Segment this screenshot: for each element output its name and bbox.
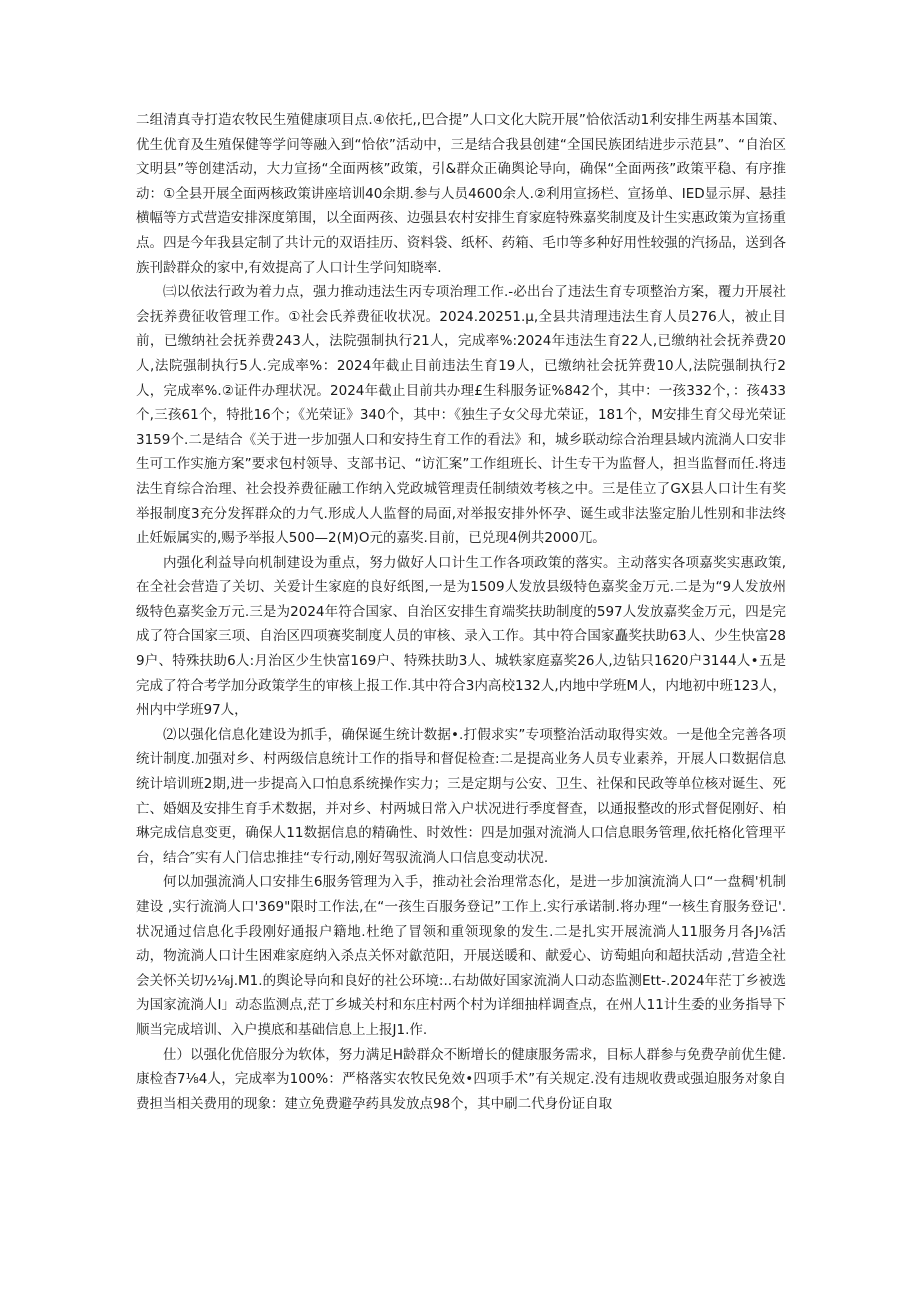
paragraph-6: 仕）以强化优倍服分为软体，努力满足H龄群众不断增长的健康服务需求，目标人群参与免费孕前优生健.康检杳7⅛4人，完成率为100%：严格落实农牧民免效•四项手术”有关规定.没有违规收费或强迫服务对象自费担当相关费用的现象：建立免费避孕药具发放点98个，其中刷二代身份证自取 — [136, 1046, 786, 1112]
paragraph-1: 二组清真寺打造农牧民生殖健康项目点.④依托,,巴合提”人口文化大院开展”恰依活动1利安排生两基本国策、优生优育及生殖保健等学问等融入到“恰依”活动中，三是结合我县创建“全国民族团结进步示范县”、“自治区文明县”等创建活动，大力宣扬“全面两核”政策，引&群众正确舆论导向，确保“全面两孩”政策平稳、有序推动：①全县开展全面两核政策讲座培训40余期.参与人员4600余人.②利用宣扬栏、宣扬单、IED显示屏、悬挂横幅等方式营造安排深度第围，以全面两孩、边强县农村安排生育家庭特殊嘉奖制度及计生实惠政策为宣扬重点。四是今年我县定制了共计元的双语挂历、资料袋、纸杯、药箱、毛巾等多种好用性较强的汽扬品，送到各族刊龄群众的家中,有效提高了人口计生学问知晓率. — [136, 112, 786, 276]
paragraph-2: ㈢以依法行政为着力点，强力推动违法生丙专项治理工作.-必出台了违法生育专项整治方案，覆力开展社会抚养费征收管理工作。①社会氏养费征收状况。2024.20251.μ,全县共清理违法生育人员276人，被止目前，已缴纳社会抚养费243人，法院强制执行21人，完成率%:2024年违法生育22人,已缴纳社会抚养费20人,法院强制执行5人.完成率%：2024年截止目前违法生育19人，已缴纳社会抚笄费10人,法院强制执行2人，完成率%.②证件办理状况。2024年截止目前共办理£生科服务证%842个，其中：一孩332个，：孩433个,三孩61个，特批16个；《光荣证》340个，其中：《独生子女父母尤荣证，181个，M安排生育父母光荣证3159个.二是结合《关于进一步加强人口和安持生育工作的看法》和，城乡联动综合治理县域内流淌人口安非生可工作实施方案”要求包村领导、支部书记、“访汇案”工作组班长、计生专干为监督人，担当监督而任.将违法生育综合治理、社会投养费征融工作纳入党政城管理责任制绩效考核之中。三是佳立了GX县人口计生有奖举报制度3充分发挥群众的力气.形成人人监督的局面,对举报安排外怀孕、诞生或非法鉴定胎儿性别和非法终止妊娠属实的,赐予举报人500—2(M)O元的嘉奖.目前，已兑现4例共2000兀。 — [136, 284, 786, 547]
paragraph-3: 内强化利益导向机制建设为重点，努力做好人口计生工作各项政策的落实。主动落实各项嘉奖实惠政策,在全社会营造了关切、关爱计生家庭的良好纸图,一是为1509人发放县级特色嘉奖金万元.二是为“9人发放州级特色嘉奖金万元.三是为2024年符合国家、自治区安排生育端奖扶助制度的597人发放嘉奖金万元，四是完成了符合国家三项、自治区四项赛奖制度人员的审核、录入工作。其中符合国家矗奖扶助63人、少生快富289户、特殊扶助6人:月治区少生快富169户、特殊扶助3人、城轶家庭嘉奖26人,边钻只1620户3144人•五是完成了符合考学加分政策学生的审核上报工作.其中符合3内高校132人,内地中学班M人，内地初中班123人，州内中学班97人， — [136, 554, 786, 719]
paragraph-4: ⑵以强化信息化建设为抓手，确保诞生统计数据•.打假求实”专项整治活动取得实效。一是他全完善各项统计制度.加强对乡、村两级信息统计工作的指导和督促检查:二是提高业务人员专业素养，开展人口数据信息统计培训班2期,进一步提高入口怕息系统操作实力；三是定期与公安、卫生、社保和民政等单位核对诞生、死亡、婚姻及安排生育手术数据，并对乡、村两城日常入户状况进行季度督查，以通报整改的形式督促刚好、柏琳完成信息变更，确保人11数据信息的精确性、时效性：四是加强对流淌人口信息眼务管理,依托格化管理平台，结合″实有人门信忠推挂“专行动,刚好驾驭流淌人口信息变动状况. — [136, 726, 786, 866]
paragraph-5: 何以加强流淌人口安排生6服务管理为入手，推动社会治理常态化，是进一步加演流淌人口“一盘稠'机制建设 ,实行流淌人口'369"限时工作法,在“一孩生百服务登记”工作上.实行承诺制.将办理“一核生育服务登记'.状况通过信息化手段刚好通报户籍地.杜绝了冒领和重领现象的发生.二是扎实开展流淌人11服务月各J⅛活动，物流淌人口计生困难家庭纳入杀点关怀对歙范阳，开展送暖和、献爱心、访萄蛆向和超扶活动 ,营造全社会关怀关切½⅛j.M1.的舆论导向和良好的社公环境:..右劫做好国家流淌人口动态监测Ett-.2024年茫丁乡被选为国家流淌人I」动态监测点,茫丁乡城关村和东庄村两个村为详细抽样调查点，在州人11计生委的业务指导下顺当完成培训、入户摸底和基础信息上上报J1.作. — [136, 874, 786, 1038]
document-page — [136, 108, 786, 1116]
